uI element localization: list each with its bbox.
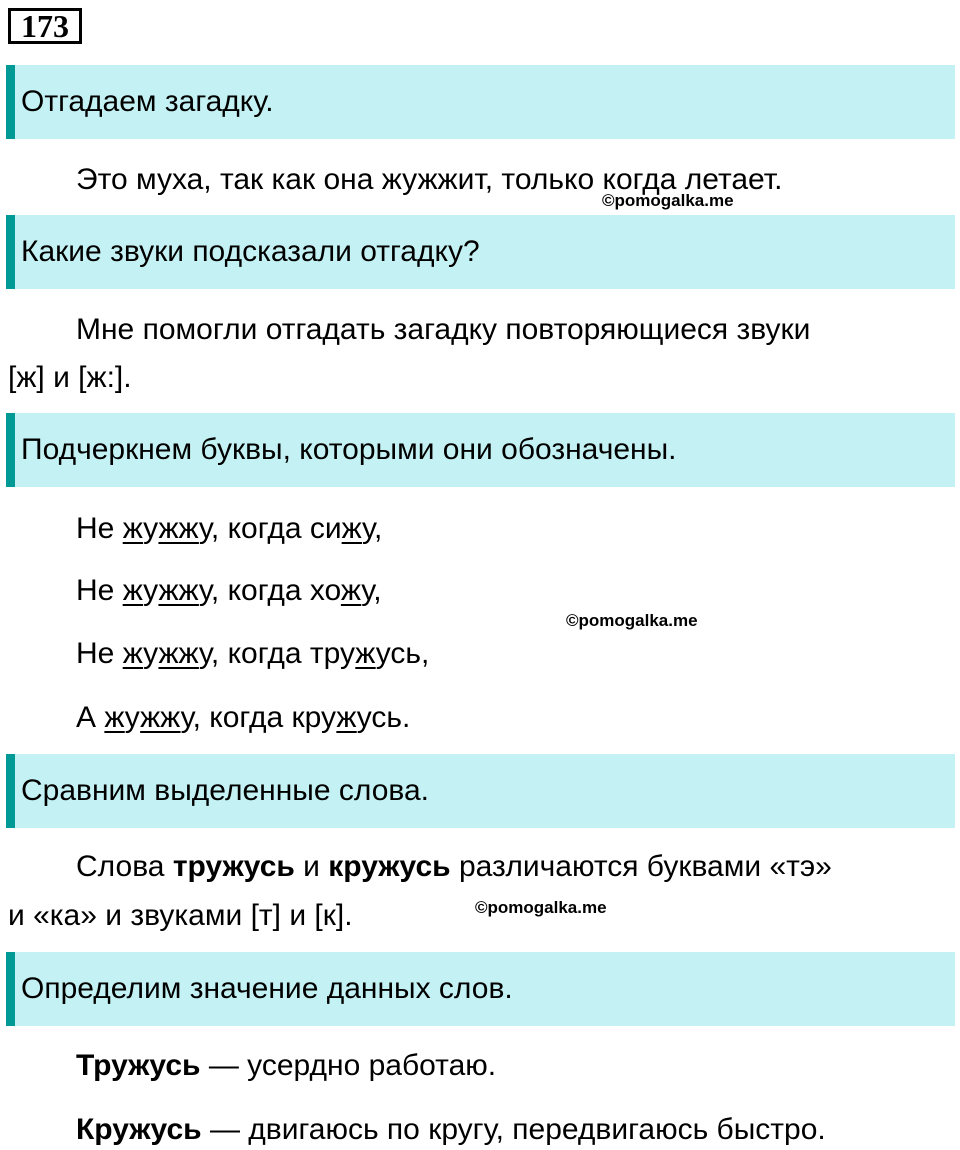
heading-guess-riddle: Отгадаем загадку.: [6, 65, 955, 139]
poem-line: Не жужжу, когда тружусь,: [76, 637, 430, 670]
watermark: ©pomogalka.me: [475, 898, 607, 917]
compare-line-2: и «ка» и звуками [т] и [к].: [8, 899, 353, 932]
heading-underline-letters: Подчеркнем буквы, которыми они обозначены.: [6, 413, 955, 487]
task-number: 173: [8, 8, 82, 44]
watermark: ©pomogalka.me: [566, 611, 698, 630]
definition-toil: Тружусь — усердно работаю.: [76, 1049, 497, 1082]
poem-line: Не жужжу, когда сижу,: [76, 512, 383, 545]
poem-line: А жужжу, когда кружусь.: [76, 701, 411, 734]
watermark: ©pomogalka.me: [602, 191, 734, 210]
heading-compare-words: Сравним выделенные слова.: [6, 754, 955, 828]
poem-line: Не жужжу, когда хожу,: [76, 574, 382, 607]
compare-line-1: Слова тружусь и кружусь различаются буквами «тэ»: [76, 850, 832, 883]
heading-word-meaning: Определим значение данных слов.: [6, 952, 955, 1026]
heading-sounds-question: Какие звуки подсказали отгадку?: [6, 215, 955, 289]
definition-spin: Кружусь — двигаюсь по кругу, передвигаюсь быстро.: [76, 1113, 826, 1146]
answer-riddle: Это муха, так как она жужжит, только когда летает.: [76, 163, 783, 196]
answer-sounds-line-1: Мне помогли отгадать загадку повторяющиеся звуки: [76, 313, 811, 346]
answer-sounds-line-2: [ж] и [ж:].: [8, 361, 132, 394]
